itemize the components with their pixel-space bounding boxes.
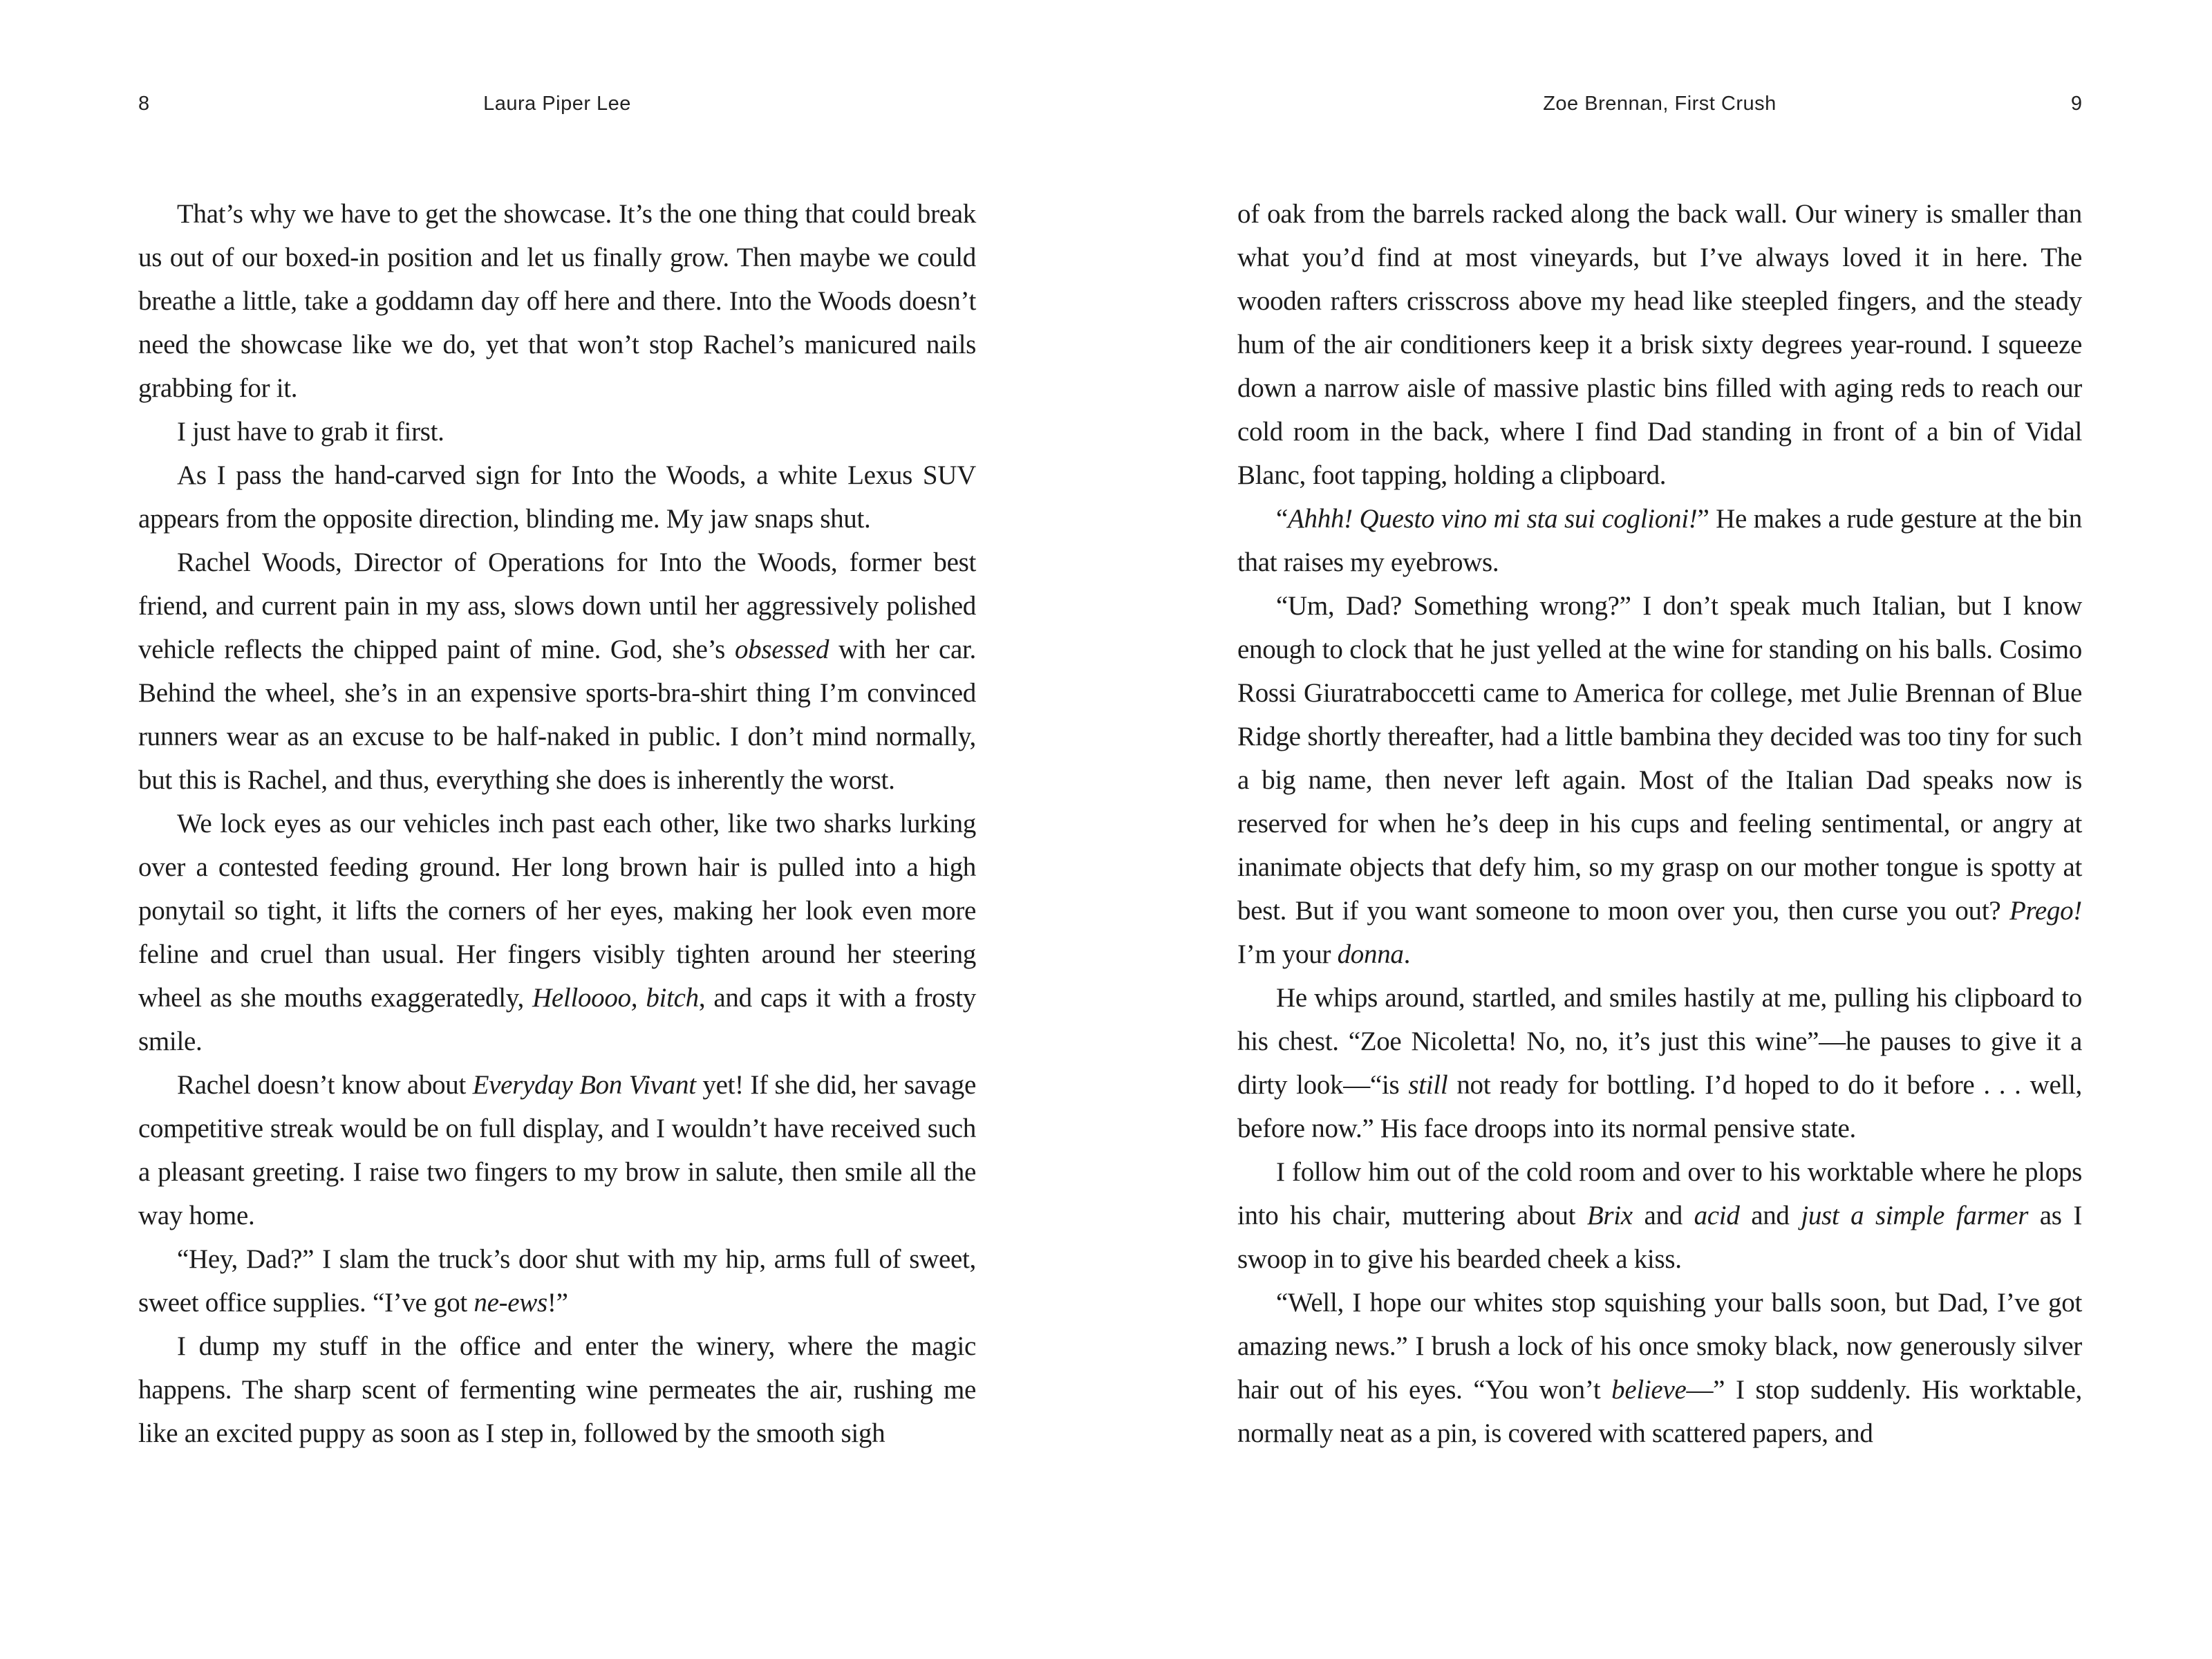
paragraph [138, 802, 976, 1063]
italic-text: acid [1694, 1201, 1740, 1230]
right-running-header: Zoe Brennan, First Crush [1543, 93, 1777, 115]
body-text: and [1739, 1201, 1801, 1230]
italic-text: just a simple farmer [1801, 1201, 2029, 1230]
paragraph [1237, 976, 2082, 1150]
body-text: of oak from the barrels racked along the back wall. Our winery is smaller than what you’d find at most vineyards, but I’ve always loved it in here. The wooden rafters crisscross above my head like steepled fingers, and the steady hum of the air conditioners keep it a brisk sixty degrees year-round. I squeeze down a narrow aisle of massive plastic bins filled with aging reds to reach our cold room in the back, where I find Dad standing in front of a bin of Vidal Blanc, foot tapping, holding a clipboard. [1237, 199, 2082, 490]
body-text: “Well, I hope our whites stop squishing your balls soon, but Dad, I’ve got amazing news.” I brush a lock of his once smoky black, now generously silver hair out of his eyes. “You won’t [1237, 1288, 2082, 1405]
paragraph [1237, 1150, 2082, 1281]
right-page-text [1237, 192, 2082, 1455]
left-page-number: 8 [138, 93, 150, 115]
paragraph [138, 1324, 976, 1455]
body-text: not ready for bottling. I’d hoped to do it before . . . well, before now.” His face droops into its normal pensive state. [1237, 1070, 2082, 1143]
body-text: Rachel doesn’t know about [177, 1070, 473, 1100]
body-text: Rachel Woods, Director of Operations for Into the Woods, former best friend, and current pain in my ass, slows down until her aggressively polished vehicle reflects the chipped paint of mine. God, she’s [138, 547, 976, 664]
body-text: —” I stop suddenly. His worktable, normally neat as a pin, is covered with scattered papers, and [1237, 1375, 2082, 1448]
paragraph [138, 1237, 976, 1324]
paragraph [138, 1063, 976, 1237]
italic-text: Helloooo, bitch [532, 983, 699, 1013]
body-text: with her car. Behind the wheel, she’s in an expensive sports-bra-shirt thing I’m convinced runners wear as an excuse to be half-naked in public. I don’t mind normally, but this is Rachel, and thus, everything she does is inherently the worst. [138, 635, 977, 795]
italic-text: Ahhh! Questo vino mi sta sui coglioni! [1288, 504, 1698, 534]
body-text: !” [547, 1288, 568, 1318]
body-text: I just have to grab it first. [177, 417, 444, 447]
body-text: yet! If she did, her savage competitive streak would be on full display, and I wouldn’t have received such a pleasant greeting. I raise two fingers to my brow in salute, then smile all the way home. [138, 1070, 976, 1230]
italic-text: Prego! [2009, 896, 2082, 926]
italic-text: believe [1611, 1375, 1687, 1405]
body-text: I dump my stuff in the office and enter the winery, where the magic happens. The sharp scent of fermenting wine permeates the air, rushing me like an excited puppy as soon as I step in, followed by the smooth sigh [138, 1331, 976, 1448]
body-text: We lock eyes as our vehicles inch past each other, like two sharks lurking over a contested feeding ground. Her long brown hair is pulled into a high ponytail so tight, it lifts the corners of her eyes, making her look even more feline and cruel than usual. Her fingers visibly tighten around her steering wheel as she mouths exaggeratedly, [138, 809, 976, 1013]
body-text: and [1632, 1201, 1694, 1230]
italic-text: Brix [1586, 1201, 1633, 1230]
left-running-header: Laura Piper Lee [483, 93, 631, 115]
paragraph [138, 410, 976, 453]
paragraph [138, 453, 976, 541]
body-text: That’s why we have to get the showcase. It’s the one thing that could break us out of our boxed-in position and let us finally grow. Then maybe we could breathe a little, take a goddamn day off here and there. Into the Woods doesn’t need the showcase like we do, yet that won’t stop Rachel’s manicured nails grabbing for it. [138, 199, 976, 403]
body-text: I’m your [1237, 939, 1338, 969]
body-text: As I pass the hand-carved sign for Into the Woods, a white Lexus SUV appears from the opposite direction, blinding me. My jaw snaps shut. [138, 460, 976, 534]
paragraph [1237, 1281, 2082, 1455]
body-text: ” He makes a rude gesture at the bin that raises my eyebrows. [1237, 504, 2082, 577]
italic-text: donna [1337, 939, 1404, 969]
paragraph [138, 541, 976, 802]
left-page-text [138, 192, 976, 1455]
paragraph [1237, 497, 2082, 584]
italic-text: Everyday Bon Vivant [472, 1070, 696, 1100]
body-text: , and caps it with a frosty smile. [138, 983, 976, 1056]
body-text: as I swoop in to give his bearded cheek a kiss. [1237, 1201, 2083, 1274]
paragraph [138, 192, 976, 410]
italic-text: obsessed [734, 635, 830, 664]
body-text: He whips around, startled, and smiles hastily at me, pulling his clipboard to his chest. “Zoe Nicoletta! No, no, it’s just this wine”—he pauses to give it a dirty look—“is [1237, 983, 2082, 1100]
paragraph [1237, 584, 2082, 976]
body-text: “ [1276, 504, 1288, 534]
body-text: I follow him out of the cold room and over to his worktable where he plops into his chair, muttering about [1237, 1157, 2082, 1230]
body-text: “Um, Dad? Something wrong?” I don’t speak much Italian, but I know enough to clock that he just yelled at the wine for standing on his balls. Cosimo Rossi Giuratraboccetti came to America for college, met Julie Brennan of Blue Ridge shortly thereafter, had a little bambina they decided was too tiny for such a big name, then never left again. Most of the Italian Dad speaks now is reserved for when he’s deep in his cups and feeling sentimental, or angry at inanimate objects that defy him, so my grasp on our mother tongue is spotty at best. But if you want someone to moon over you, then curse you out? [1237, 591, 2082, 926]
right-page-number: 9 [2070, 93, 2082, 115]
italic-text: ne-ews [474, 1288, 547, 1318]
italic-text: still [1408, 1070, 1448, 1100]
paragraph [1237, 192, 2082, 497]
body-text: . [1403, 939, 1411, 969]
body-text: “Hey, Dad?” I slam the truck’s door shut with my hip, arms full of sweet, sweet office supplies. “I’ve got [138, 1244, 976, 1318]
